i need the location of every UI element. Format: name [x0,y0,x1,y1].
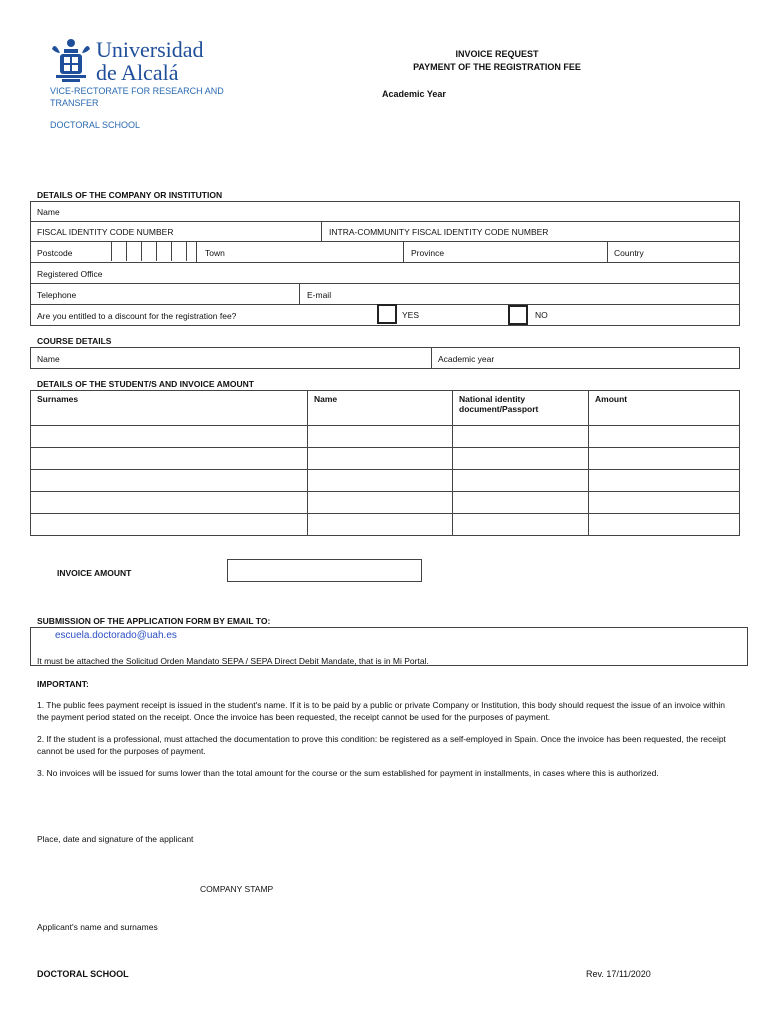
discount-no-label: NO [535,310,548,320]
id-column-header: National identity document/Passport [453,391,589,426]
vice-rectorate-label: VICE-RECTORATE FOR RESEARCH AND TRANSFER [50,86,224,108]
discount-no-checkbox[interactable] [508,305,528,325]
surnames-cell[interactable] [31,426,308,448]
important-item-2: 2. If the student is a professional, must attached the documentation to prove this condition: be registered as a self-employed in Spain. Once the invoice has been requested, the receipt cannot be used for the purposes of payment. [37,734,726,756]
id-cell[interactable] [453,514,589,536]
course-academic-year-label: Academic year [438,354,495,364]
school-label: DOCTORAL SCHOOL [50,120,141,130]
amount-cell[interactable] [589,492,740,514]
discount-question: Are you entitled to a discount for the registration fee? [37,311,237,321]
id-cell[interactable] [453,448,589,470]
postcode-input[interactable] [111,242,187,262]
title-invoice-request: INVOICE REQUEST [455,49,539,59]
logo-line-1: Universidad [96,37,204,62]
town-label: Town [205,248,225,258]
submission-email-link[interactable]: escuela.doctorado@uah.es [55,630,177,641]
important-item-3: 3. No invoices will be issued for sums lower than the total amount for the course or the sum established for payment in installments, in cases where this is authorized. [37,768,659,778]
amount-cell[interactable] [589,470,740,492]
table-row [31,448,740,470]
telephone-label: Telephone [37,290,77,300]
company-stamp-label: COMPANY STAMP [200,884,274,894]
fiscal-id-label: FISCAL IDENTITY CODE NUMBER [37,227,174,237]
crest-icon [50,37,92,83]
surnames-cell[interactable] [31,470,308,492]
id-cell[interactable] [453,426,589,448]
course-name-label: Name [37,354,60,364]
amount-cell[interactable] [589,448,740,470]
fiscal-id-row[interactable] [30,221,740,242]
registered-office-label: Registered Office [37,269,103,279]
id-cell[interactable] [453,492,589,514]
place-date-signature-label: Place, date and signature of the applicant [37,834,194,844]
submission-box [30,627,748,666]
footer-revision: Rev. 17/11/2020 [586,969,651,979]
registered-office-row[interactable] [30,262,740,284]
submission-heading: SUBMISSION OF THE APPLICATION FORM BY EMAIL TO: [37,616,271,626]
postcode-label: Postcode [37,248,73,258]
amount-column-header: Amount [589,391,740,426]
address-row [30,241,740,263]
students-section-heading: DETAILS OF THE STUDENT/S AND INVOICE AMOUNT [37,379,254,389]
footer-school: DOCTORAL SCHOOL [37,969,129,979]
discount-yes-label: YES [402,310,420,320]
name-cell[interactable] [308,470,453,492]
company-name-row[interactable] [30,201,740,222]
amount-cell[interactable] [589,514,740,536]
submission-note: It must be attached the Solicitud Orden Mandato SEPA / SEPA Direct Debit Mandate, that is in Mi Portal. [37,656,429,666]
table-row [31,492,740,514]
surnames-column-header: Surnames [31,391,308,426]
id-cell[interactable] [453,470,589,492]
country-label: Country [614,248,644,258]
amount-cell[interactable] [589,426,740,448]
course-row[interactable] [30,347,740,369]
university-logo [50,37,210,85]
important-heading: IMPORTANT: [37,679,89,689]
important-item-1: 1. The public fees payment receipt is issued in the student's name. If it is to be paid by a public or private Company or Institution, this body should request the issue of an invoice within the payment period stated on the receipt. Once the invoice has been requested, the receipt cannot be used for the purposes of payment. [37,700,725,722]
name-cell[interactable] [308,426,453,448]
surnames-cell[interactable] [31,514,308,536]
table-row [31,470,740,492]
invoice-amount-label: INVOICE AMOUNT [57,568,132,578]
contact-row[interactable] [30,283,740,305]
table-row [31,514,740,536]
applicant-name-label: Applicant's name and surnames [37,922,158,932]
invoice-amount-input[interactable] [227,559,422,582]
students-header-row [31,391,740,426]
province-label: Province [411,248,445,258]
name-cell[interactable] [308,514,453,536]
name-cell[interactable] [308,492,453,514]
email-label: E-mail [307,290,332,300]
logo-line-2: de Alcalá [96,60,179,85]
name-column-header: Name [308,391,453,426]
company-section-heading: DETAILS OF THE COMPANY OR INSTITUTION [37,190,223,200]
title-payment: PAYMENT OF THE REGISTRATION FEE [413,62,581,72]
intra-fiscal-id-label: INTRA-COMMUNITY FISCAL IDENTITY CODE NUMBER [329,227,549,237]
table-row [31,426,740,448]
surnames-cell[interactable] [31,448,308,470]
surnames-cell[interactable] [31,492,308,514]
course-section-heading: COURSE DETAILS [37,336,112,346]
students-table [30,390,740,536]
academic-year-label: Academic Year [382,89,446,99]
name-cell[interactable] [308,448,453,470]
company-name-label: Name [37,207,60,217]
discount-yes-checkbox[interactable] [377,304,397,324]
